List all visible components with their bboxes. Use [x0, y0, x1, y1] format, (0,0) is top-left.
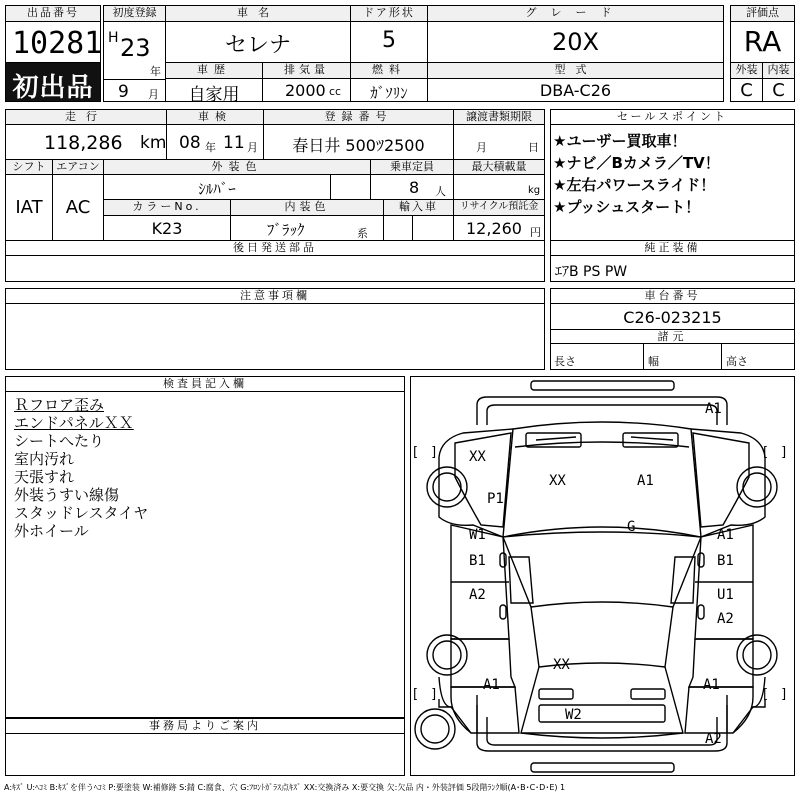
sales-points-panel [550, 109, 795, 241]
inspector-note: スタッドレスタイヤ [14, 504, 149, 522]
sales-point: ★ユーザー買取車！ [553, 132, 687, 150]
grade-label: グレード [428, 6, 723, 22]
history-cell [165, 78, 263, 105]
damage-mark: A1 [637, 473, 654, 489]
recycle-cell [453, 215, 545, 241]
office-notice-panel [5, 718, 405, 776]
first-registration-label: 初度登録 [104, 6, 165, 22]
color-cell [103, 174, 331, 200]
legend: A:ｷｽﾞ U:ﾍｺﾐ B:ｷｽﾞを伴うﾍｺﾐ P:要塗装 W:補修跡 S:錆 C:腐食、穴 G:ﾌﾛﾝﾄｶﾞﾗｽ点ｷｽﾞ XX:交換済み X:要交換 欠:欠品 内・外装評価 5段階ﾗﾝｸ順(A･B･C･D･E) 1 [4, 783, 566, 792]
inspector-note: 天張すれ [14, 468, 75, 486]
recycle-deposit: 12,260 [466, 219, 522, 238]
displacement: 2000 [285, 81, 326, 100]
exterior-score-cell [730, 78, 763, 102]
chassis-panel [550, 288, 795, 370]
inspection-cell [166, 124, 264, 160]
capacity-label: 乗車定員 [370, 159, 454, 175]
height-cell [722, 344, 794, 369]
transfer-cell [453, 124, 545, 160]
damage-mark: A2 [705, 731, 722, 747]
equipment-value: ｴｱB PS PW [555, 264, 628, 280]
damage-mark: G [627, 519, 636, 535]
length-label: 長さ [554, 355, 576, 368]
spec-header [551, 329, 794, 344]
later-parts-panel [5, 240, 545, 282]
recycle-label: リサイクル預託金 [453, 199, 545, 216]
registration-month-cell [103, 79, 166, 102]
mileage-label: 走行 [5, 109, 167, 125]
transfer-label: 譲渡書類期限 [453, 109, 545, 125]
damage-mark: U1 [717, 587, 734, 603]
lot-number: 10281 [12, 26, 103, 61]
bracket-right-rear: [ ] [763, 687, 787, 702]
history: 自家用 [188, 85, 240, 105]
inspection-label: 車検 [166, 109, 264, 125]
score: RA [743, 25, 782, 58]
color-no-label: カラーNo. [103, 199, 231, 216]
plate: 春日井 500ﾂ2500 [292, 136, 425, 155]
inspection-year-unit: 年 [205, 141, 216, 154]
lot-number-label: 出品番号 [6, 6, 100, 22]
caution-title: 注意事項欄 [6, 289, 544, 304]
inspection-year: 08 [179, 133, 201, 153]
car-name-cell [165, 5, 351, 63]
width-label: 幅 [648, 355, 659, 368]
chassis-number: C26-023215 [623, 308, 722, 327]
year-unit: 年 [150, 65, 161, 78]
sales-point: ★ナビ／Bカメラ／TV！ [553, 154, 720, 172]
damage-mark: P1 [487, 491, 504, 507]
model: DBA-C26 [539, 81, 612, 100]
office-notice-title: 事務局よりご案内 [6, 719, 404, 734]
later-parts-title: 後日発送部品 [6, 241, 544, 256]
equipment-panel [550, 240, 795, 282]
lot-number-cell [5, 5, 101, 63]
damage-mark: W2 [565, 707, 582, 723]
damage-mark: A1 [703, 677, 720, 693]
shift-cell [5, 174, 53, 241]
spec-title: 諸元 [657, 330, 688, 343]
damage-mark: B1 [469, 553, 486, 569]
fuel-label: 燃料 [350, 62, 428, 79]
interior-color-label: 内装色 [230, 199, 384, 216]
inspector-note: エンドパネルＸＸ [14, 414, 134, 432]
sales-point: ★左右パワースライド！ [553, 176, 716, 194]
exterior-label: 外装 [730, 62, 763, 79]
import-cell-b [412, 215, 454, 241]
plate-label: 登録番号 [263, 109, 454, 125]
score-label: 評価点 [731, 6, 794, 22]
door-label: ドア形状 [351, 6, 427, 22]
inspection-month-unit: 月 [247, 141, 258, 154]
height-label: 高さ [726, 355, 748, 368]
displacement-cell [262, 78, 351, 102]
load-label: 最大積載量 [453, 159, 545, 175]
color: ｼﾙﾊﾞｰ [198, 180, 236, 198]
grade: 20X [552, 28, 599, 56]
damage-mark: A1 [717, 527, 734, 543]
damage-mark: B1 [717, 553, 734, 569]
car-diagram-panel [410, 376, 795, 776]
interior-label: 内装 [762, 62, 795, 79]
damage-mark: XX [469, 449, 486, 465]
month-unit: 月 [148, 88, 159, 101]
car-diagram [411, 377, 794, 775]
inspector-notes-panel [5, 376, 405, 718]
mileage: 118,286 [44, 132, 123, 154]
import-label: 輸入車 [383, 199, 454, 216]
interior-color: ﾌﾞﾗｯｸ [267, 221, 305, 239]
door-cell [350, 5, 428, 63]
car-name-label: 車名 [166, 6, 350, 22]
fuel-cell [350, 78, 428, 102]
inspector-note: Ｒフロア歪み [14, 396, 105, 414]
era: H [108, 30, 119, 46]
recycle-unit: 円 [530, 226, 541, 239]
capacity-unit: 人 [435, 185, 446, 198]
displacement-label: 排気量 [262, 62, 351, 79]
model-label: 型式 [427, 62, 724, 79]
load-cell [453, 174, 545, 200]
first-listing-text: 初出品 [12, 73, 94, 103]
plate-cell [263, 124, 454, 160]
door-count: 5 [382, 28, 396, 53]
shift-label: シフト [5, 159, 53, 175]
color-extra-cell [330, 174, 371, 200]
color-no-cell [103, 215, 231, 241]
length-cell [551, 344, 644, 369]
damage-mark: A2 [717, 611, 734, 627]
registration-month: 9 [118, 82, 129, 102]
load-unit: kg [528, 185, 541, 196]
model-cell [427, 78, 724, 102]
equipment-title: 純正装備 [551, 241, 794, 256]
bracket-left-front: [ ] [413, 445, 437, 460]
color-label: 外装色 [103, 159, 371, 175]
exterior-score: C [740, 80, 753, 101]
damage-mark: A2 [469, 587, 486, 603]
interior-color-cell [230, 215, 384, 241]
inspector-note: シートへたり [14, 432, 105, 450]
color-number: K23 [151, 219, 183, 238]
transfer-month-unit: 月 [476, 141, 487, 154]
inspector-notes-title: 検査員記入欄 [6, 377, 404, 392]
inspector-note: 外装うすい線傷 [14, 486, 120, 504]
ac: AC [65, 197, 91, 218]
width-cell [644, 344, 722, 369]
shift: IAT [15, 197, 43, 218]
car-name: セレナ [224, 33, 291, 58]
inspector-note: 外ホイール [14, 522, 89, 540]
mileage-unit: km [140, 133, 167, 153]
inspection-month: 11 [223, 133, 245, 153]
ac-label: エアコン [52, 159, 104, 175]
damage-mark: XX [553, 657, 570, 673]
capacity: 8 [409, 178, 420, 197]
damage-mark: A1 [483, 677, 500, 693]
first-listing-badge [5, 62, 101, 102]
inspector-note: 室内汚れ [14, 450, 75, 468]
capacity-cell [370, 174, 454, 200]
ac-cell [52, 174, 104, 241]
sales-point: ★プッシュスタート！ [553, 198, 701, 216]
displacement-unit: cc [329, 85, 342, 98]
first-registration-cell [103, 5, 166, 80]
fuel: ｶﾞｿﾘﾝ [370, 84, 408, 102]
history-label: 車歴 [165, 62, 263, 79]
grade-cell [427, 5, 724, 63]
damage-mark: W1 [469, 527, 486, 543]
bracket-left-rear: [ ] [413, 687, 437, 702]
interior-color-unit: 系 [357, 227, 368, 240]
transfer-day-unit: 日 [528, 141, 539, 154]
registration-year: 23 [120, 34, 151, 62]
interior-score-cell [762, 78, 795, 102]
mileage-cell [5, 124, 167, 160]
damage-mark: A1 [705, 401, 722, 417]
damage-mark: XX [549, 473, 566, 489]
bracket-right-front: [ ] [763, 445, 787, 460]
chassis-title: 車台番号 [551, 289, 794, 304]
sales-points-title: セールスポイント [551, 110, 794, 125]
interior-score: C [772, 80, 785, 101]
caution-panel [5, 288, 545, 370]
score-cell [730, 5, 795, 63]
import-cell-a [383, 215, 413, 241]
